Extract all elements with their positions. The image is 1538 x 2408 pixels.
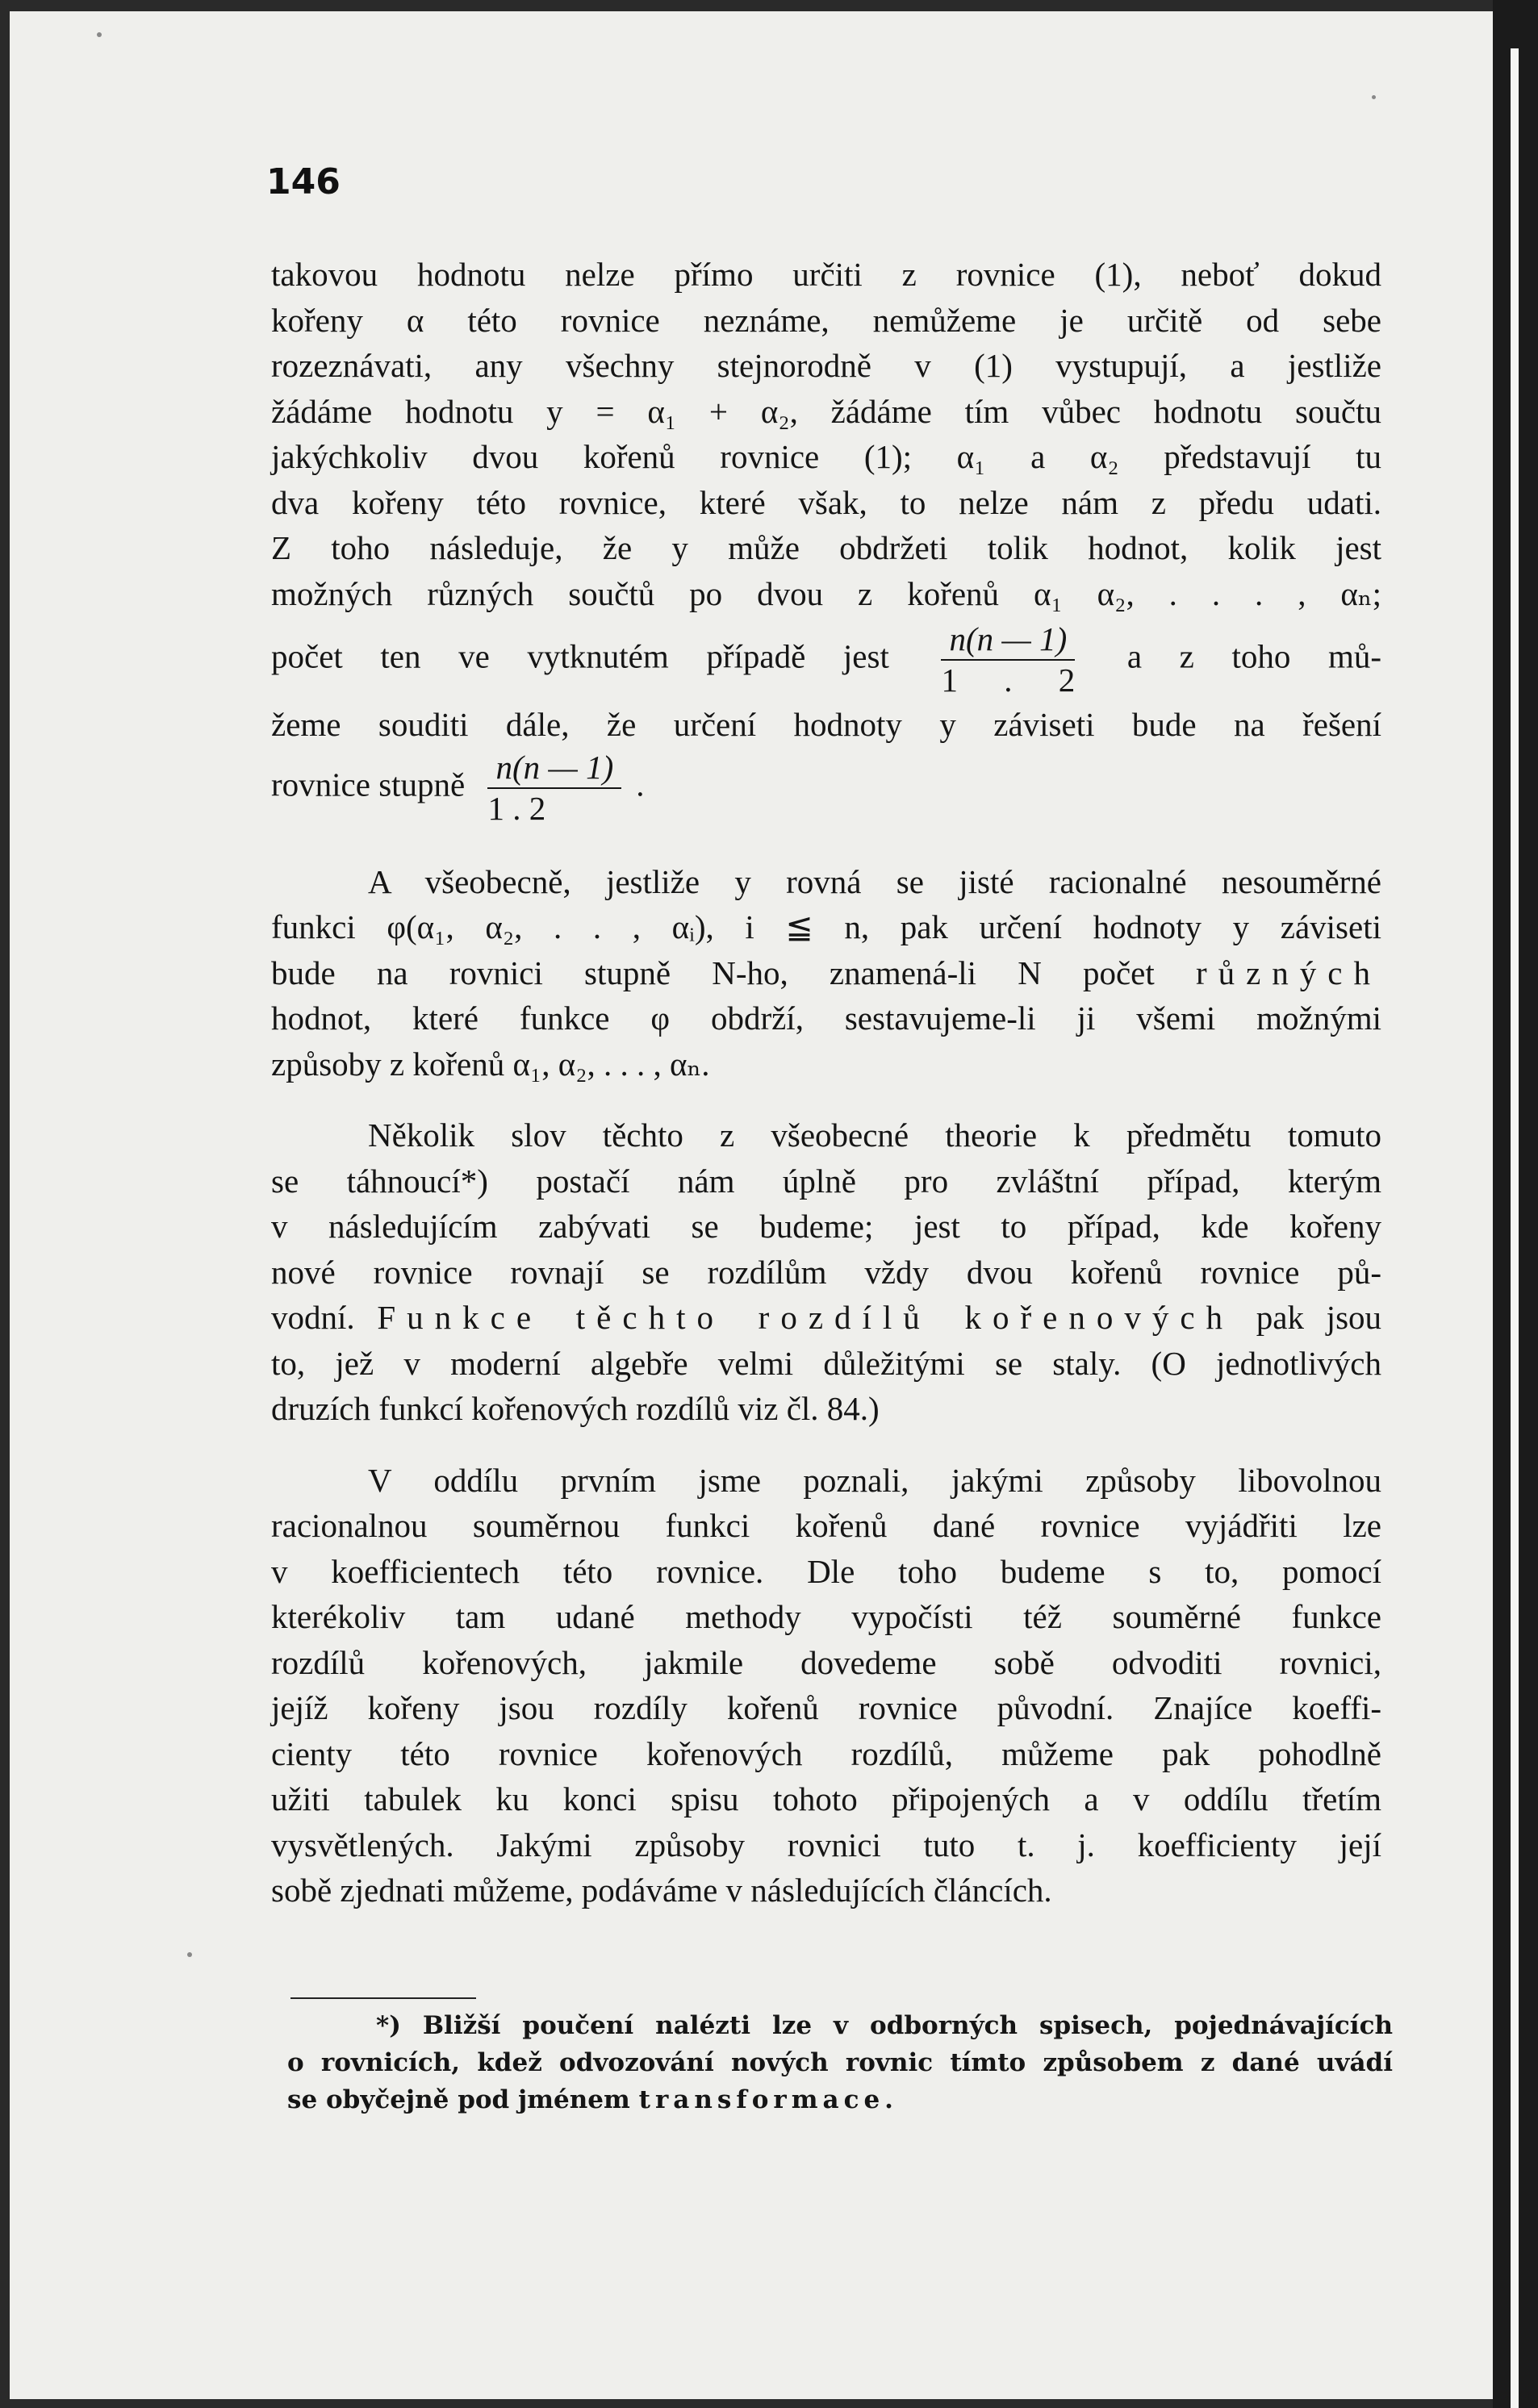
paper-speck (187, 1952, 192, 1957)
text-line: druzích funkcí kořenových rozdílů viz čl. 84.) (271, 1390, 880, 1427)
text-line: vysvětlených. Jakými způsoby rovnici tuto t. j. koefficienty její (271, 1826, 1381, 1863)
text-line: hodnot, které funkce φ obdrží, sestavujeme-li ji všemi možnými (271, 1000, 1381, 1037)
page-number: 146 (266, 161, 341, 202)
count-text-after: a z toho mů- (1126, 637, 1381, 675)
text-line: v koefficientech této rovnice. Dle toho budeme s to, pomocí (271, 1552, 1381, 1590)
text-line: Z toho následuje, že y může obdržeti tolik hodnot, kolik jest (271, 529, 1381, 566)
spaced-emphasis: transformace. (638, 2085, 898, 2114)
text-line: sobě zjednati můžeme, podáváme v následujících článcích. (271, 1872, 1052, 1909)
paragraph-gap (271, 1087, 1381, 1112)
text-line (271, 1295, 1381, 1341)
text-line: jakýchkoliv dvou kořenů rovnice (1); α₁ a α₂ představují tu (271, 438, 1381, 475)
footnote-line: *) Bližší poučení nalézti lze v odborných spisech, pojednávajících (376, 2011, 1393, 2040)
body-text (271, 252, 1381, 1913)
text-line: jejíž kořeny jsou rozdíly kořenů rovnice původní. Znajíce koeffi- (271, 1689, 1381, 1726)
text-line: funkci φ(α₁, α₂, . . , αᵢ), i ≦ n, pak určení hodnoty y záviseti (271, 908, 1381, 945)
adjacent-page-edge (1511, 48, 1519, 2408)
text-line: A všeobecně, jestliže y rovná se jisté racionalné nesouměrné (368, 862, 1381, 900)
fraction-denominator: 1 . 2 (487, 789, 546, 827)
paper-speck (97, 32, 102, 37)
fraction-denominator: 1 . 2 (941, 661, 1076, 699)
degree-text: rovnice stupně (271, 765, 466, 803)
footnote-line (287, 2081, 1393, 2118)
text-line: takovou hodnotu nelze přímo určiti z rovnice (1), neboť dokud (271, 256, 1381, 293)
text-fragment: bude na rovnici stupně N-ho, znamená-li N počet (271, 954, 1155, 991)
text-line: nové rovnice rovnají se rozdílům vždy dvou kořenů rovnice pů- (271, 1253, 1381, 1291)
text-line: kterékoliv tam udané methody vypočísti též souměrné funkce (271, 1598, 1381, 1635)
text-line: způsoby z kořenů α₁, α₂, . . . , αₙ. (271, 1045, 710, 1083)
text-line: v následujícím zabývati se budeme; jest to případ, kde kořeny (271, 1208, 1381, 1245)
text-fragment: vodní. (271, 1299, 355, 1336)
text-line (271, 950, 1381, 996)
degree-text-after: . (636, 765, 645, 803)
text-line: rozdílů kořenových, jakmile dovedeme sobě odvoditi rovnici, (271, 1643, 1381, 1681)
text-line: se táhnoucí*) postačí nám úplně pro zvláštní případ, kterým (271, 1162, 1381, 1200)
footnote (287, 2007, 1393, 2118)
footnote-line: o rovnicích, kdež odvozování nových rovnic tímto způsobem z dané uvádí (287, 2048, 1393, 2077)
text-fragment: se obyčejně pod jménem (287, 2085, 630, 2114)
text-line: dva kořeny této rovnice, které však, to nelze nám z předu udati. (271, 483, 1381, 521)
paper-speck (1372, 95, 1376, 99)
text-line: Několik slov těchto z všeobecné theorie k předmětu tomuto (368, 1116, 1381, 1154)
text-fragment: pak jsou (1256, 1299, 1382, 1336)
footnote-rule (290, 1997, 476, 1999)
text-line: kořeny α této rovnice neznáme, nemůžeme je určitě od sebe (271, 301, 1381, 339)
fraction-degree (487, 748, 621, 827)
text-line: to, jež v moderní algebře velmi důležitými se staly. (O jednotlivých (271, 1344, 1381, 1382)
count-line (271, 620, 1381, 699)
paragraph-gap (271, 833, 1381, 859)
text-line: racionalnou souměrnou funkci kořenů dané rovnice vyjádřiti lze (271, 1507, 1381, 1544)
text-line: žádáme hodnotu y = α₁ + α₂, žádáme tím vůbec hodnotu součtu (271, 392, 1381, 430)
text-line: rozeznávati, any všechny stejnorodně v (1) vystupují, a jestliže (271, 347, 1381, 384)
fraction-numerator: n(n — 1) (487, 751, 621, 789)
text-line: cienty této rovnice kořenových rozdílů, můžeme pak pohodlně (271, 1734, 1381, 1772)
text-line: V oddílu prvním jsme poznali, jakými způsoby libovolnou (368, 1461, 1381, 1499)
text-line: žeme souditi dále, že určení hodnoty y záviseti bude na řešení (271, 706, 1381, 743)
text-line: možných různých součtů po dvou z kořenů α₁ α₂, . . . , αₙ; (271, 574, 1381, 612)
fraction-numerator: n(n — 1) (941, 623, 1075, 661)
spaced-emphasis: různých (1195, 954, 1381, 991)
count-text: počet ten ve vytknutém případě jest (271, 637, 889, 675)
paragraph-gap (271, 1432, 1381, 1458)
fraction-pairs (941, 620, 1076, 699)
spaced-emphasis: Funkce těchto rozdílů kořenových (377, 1299, 1235, 1336)
degree-line (271, 748, 1381, 827)
text-line: užiti tabulek ku konci spisu tohoto připojených a v oddílu třetím (271, 1780, 1381, 1817)
